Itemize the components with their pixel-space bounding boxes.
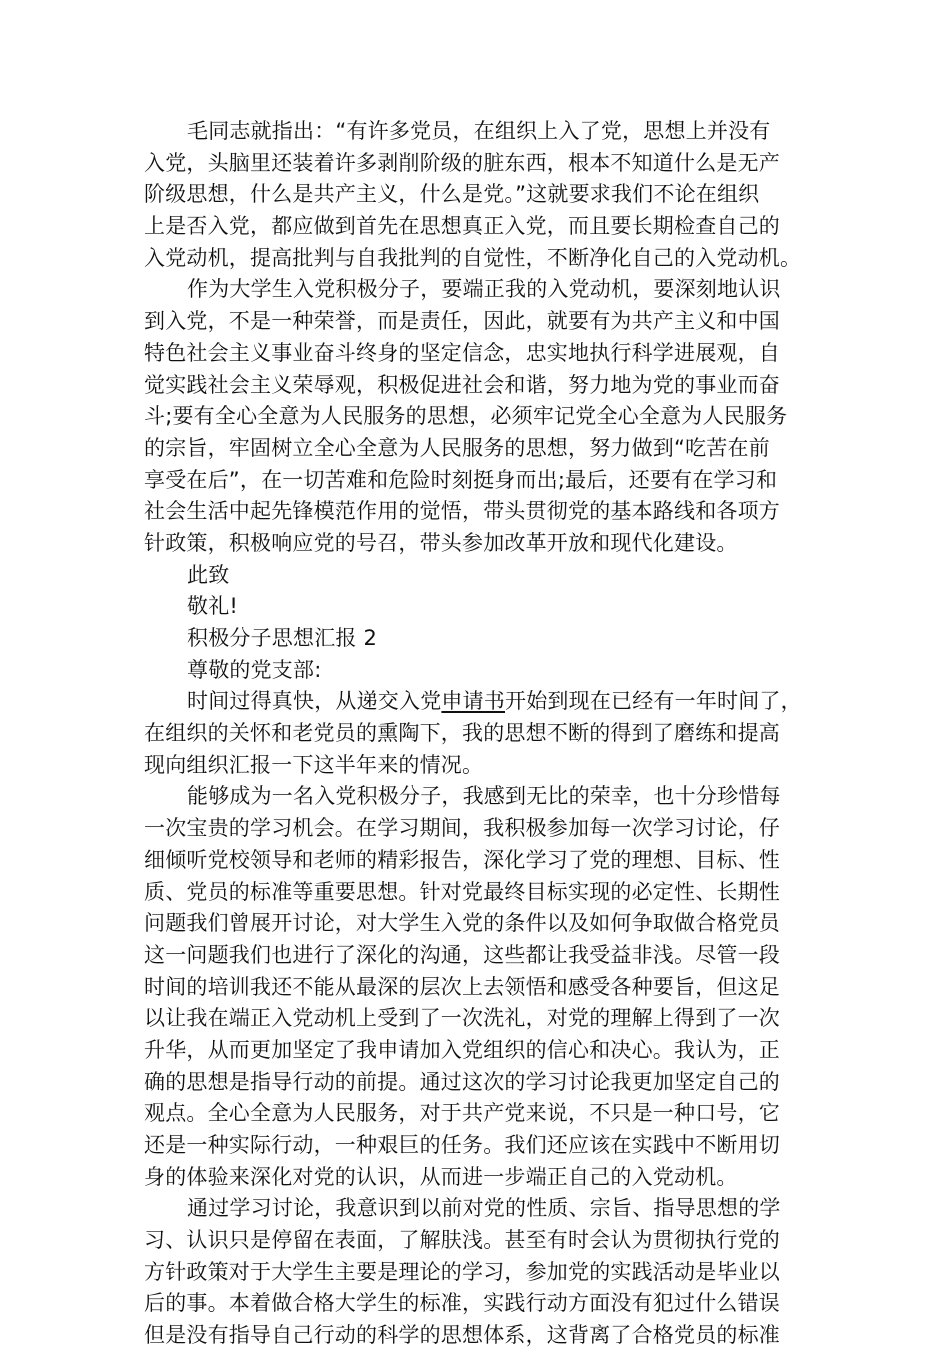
text-line: 觉实践社会主义荣辱观，积极促进社会和谐，努力地为党的事业而奋 [144, 372, 780, 397]
text-line: 毛同志就指出：“有许多党员，在组织上入了党，思想上并没有 [187, 119, 771, 143]
text-fragment: 开始到现在已经有一年时间了， [505, 689, 802, 714]
text-line: 质、党员的标准等重要思想。针对党最终目标实现的必定性、长期性 [144, 879, 780, 904]
text-line: 但是没有指导自己行动的科学的思想体系，这背离了合格党员的标准 [144, 1323, 780, 1348]
text-line: 上是否入党，都应做到首先在思想真正入党，而且要长期检查自己的 [144, 214, 780, 239]
text-line: 阶级思想，什么是共产主义，什么是党。”这就要求我们不论在组织 [144, 182, 760, 207]
paragraph-3 [144, 686, 808, 781]
text-line: 特色社会主义事业奋斗终身的坚定信念，忠实地执行科学进展观，自 [144, 340, 780, 365]
text-line: 入党，头脑里还装着许多剥削阶级的脏东西，根本不知道什么是无产 [144, 150, 780, 175]
closing-line: 此致 [187, 562, 230, 587]
text-line: 享受在后”，在一切苦难和危险时刻挺身而出;最后，还要有在学习和 [144, 467, 778, 492]
text-line: 斗;要有全心全意为人民服务的思想，必须牢记党全心全意为人民服务 [144, 404, 788, 429]
text-line: 入党动机，提高批判与自我批判的自觉性，不断净化自己的入党动机。 [144, 245, 802, 270]
paragraph-1 [144, 116, 808, 274]
document-body [144, 116, 808, 1352]
text-line: 习、认识只是停留在表面，了解肤浅。甚至有时会认为贯彻执行党的 [144, 1228, 780, 1253]
text-line: 这一问题我们也进行了深化的沟通，这些都让我受益非浅。尽管一段 [144, 942, 780, 967]
text-line: 一次宝贵的学习机会。在学习期间，我积极参加每一次学习讨论，仔 [144, 816, 780, 841]
text-line: 现向组织汇报一下这半年来的情况。 [144, 752, 484, 777]
section-heading: 积极分子思想汇报 2 [187, 626, 378, 650]
text-line: 能够成为一名入党积极分子，我感到无比的荣幸，也十分珍惜每 [187, 784, 781, 809]
text-line [144, 686, 808, 718]
closing-line: 敬礼! [187, 594, 239, 619]
text-line: 时间的培训我还不能从最深的层次上去领悟和感受各种要旨，但这足 [144, 974, 780, 999]
paragraph-4 [144, 781, 808, 1193]
text-line: 方针政策对于大学生主要是理论的学习，参加党的实践活动是毕业以 [144, 1259, 780, 1284]
text-line: 针政策，积极响应党的号召，带头参加改革开放和现代化建设。 [144, 530, 738, 555]
text-line: 还是一种实际行动，一种艰巨的任务。我们还应该在实践中不断用切 [144, 1133, 780, 1157]
salutation: 尊敬的党支部: [187, 657, 322, 682]
text-line: 观点。全心全意为人民服务，对于共产党来说，不只是一种口号，它 [144, 1101, 780, 1126]
text-line: 后的事。本着做合格大学生的标准，实践行动方面没有犯过什么错误 [144, 1291, 780, 1316]
text-line: 通过学习讨论，我意识到以前对党的性质、宗旨、指导思想的学 [187, 1196, 781, 1221]
text-line: 细倾听党校领导和老师的精彩报告，深化学习了党的理想、目标、性 [144, 847, 780, 872]
text-fragment: 时间过得真快，从递交入党 [187, 689, 442, 714]
text-line: 的宗旨，牢固树立全心全意为人民服务的思想，努力做到“吃苦在前 [144, 435, 770, 460]
text-line: 确的思想是指导行动的前提。通过这次的学习讨论我更加坚定自己的 [144, 1069, 780, 1094]
text-line: 升华，从而更加坚定了我申请加入党组织的信心和决心。我认为，正 [144, 1037, 780, 1062]
application-link[interactable]: 申请书 [441, 689, 506, 714]
text-line: 问题我们曾展开讨论，对大学生入党的条件以及如何争取做合格党员 [144, 911, 780, 936]
paragraph-2 [144, 274, 808, 559]
text-line: 在组织的关怀和老党员的熏陶下，我的思想不断的得到了磨练和提高 [144, 721, 780, 746]
text-line: 身的体验来深化对党的认识，从而进一步端正自己的入党动机。 [144, 1164, 738, 1189]
text-line: 社会生活中起先锋模范作用的觉悟，带头贯彻党的基本路线和各项方 [144, 499, 780, 524]
text-line: 到入党，不是一种荣誉，而是责任，因此，就要有为共产主义和中国 [144, 309, 780, 334]
text-line: 作为大学生入党积极分子，要端正我的入党动机，要深刻地认识 [187, 277, 781, 302]
paragraph-5 [144, 1193, 808, 1351]
text-line: 以让我在端正入党动机上受到了一次洗礼，对党的理解上得到了一次 [144, 1006, 780, 1031]
